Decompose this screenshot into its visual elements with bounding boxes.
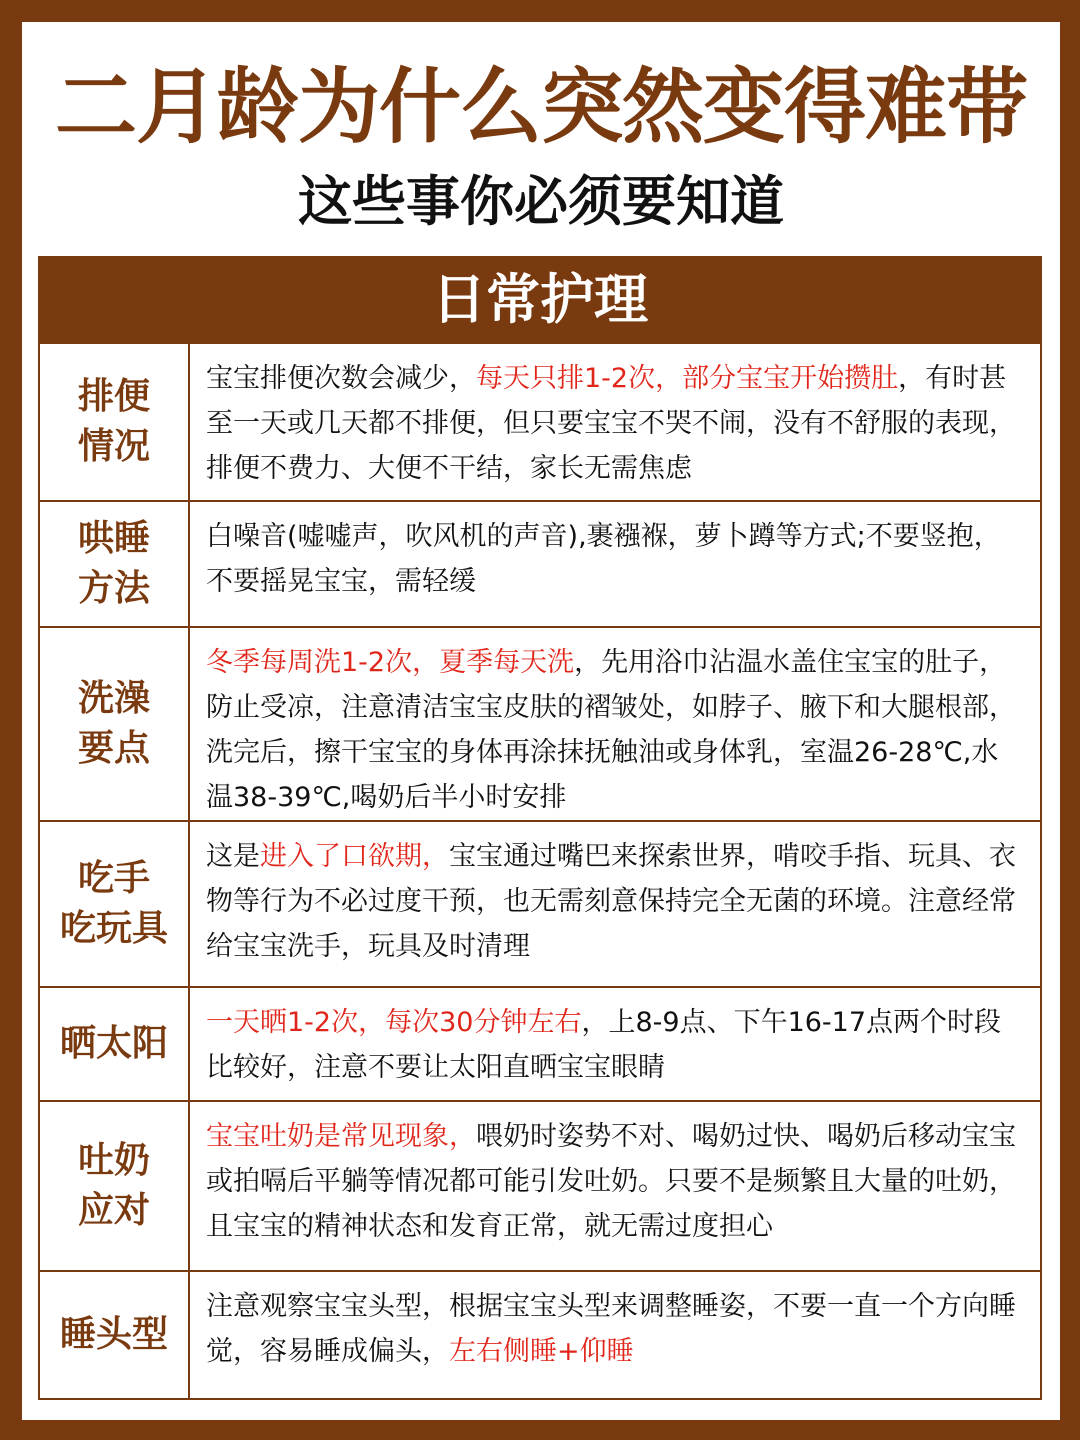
content-text: 白噪音(嘘嘘声，吹风机的声音),裹襁褓，萝卜蹲等方式;不要竖抱，不要摇晃宝宝，需轻缓	[206, 521, 1001, 597]
row-label: 吃手 吃玩具	[40, 822, 190, 986]
row-content	[190, 822, 1040, 986]
content-highlight: 宝宝吐奶是常见现象，	[206, 1121, 476, 1152]
row-content	[190, 1272, 1040, 1398]
row-label: 哄睡 方法	[40, 502, 190, 626]
content-highlight: 左右侧睡+仰睡	[449, 1336, 634, 1367]
row-label: 排便 情况	[40, 344, 190, 500]
row-content	[190, 1102, 1040, 1270]
row-label: 睡头型	[40, 1272, 190, 1398]
content-text: 这是	[206, 841, 260, 872]
row-content	[190, 988, 1040, 1100]
content-text: 宝宝排便次数会减少，	[206, 363, 476, 394]
row-content	[190, 502, 1040, 626]
content-text: 注意观察宝宝头型，根据宝宝头型来调整睡姿，不要一直一个方向睡觉，容易睡成偏头，	[206, 1291, 1016, 1367]
row-content	[190, 628, 1040, 820]
row-content	[190, 344, 1040, 500]
page-title: 二月龄为什么突然变得难带	[54, 60, 1027, 155]
content-text: ，上8-9点、下午16-17点两个时段比较好，注意不要让太阳直晒宝宝眼睛	[206, 1007, 1002, 1083]
care-row-head-shape	[40, 1270, 1040, 1398]
care-row-bowel	[40, 342, 1040, 500]
section-header: 日常护理	[40, 258, 1040, 342]
content-highlight: 一天晒1-2次，每次30分钟左右	[206, 1007, 582, 1038]
content-text: ，先用浴巾沾温水盖住宝宝的肚子，防止受凉，注意清洁宝宝皮肤的褶皱处，如脖子、腋下和大腿根部，洗完后，擦干宝宝的身体再涂抹抚触油或身体乳，室温26-28℃,水温38-39℃,喝奶后半小时安排	[206, 647, 1016, 813]
row-label: 吐奶 应对	[40, 1102, 190, 1270]
content-text: ，有时甚至一天或几天都不排便，但只要宝宝不哭不闹，没有不舒服的表现，排便不费力、大便不干结，家长无需焦虑	[206, 363, 1016, 484]
care-table	[38, 256, 1042, 1400]
care-row-sunbathing	[40, 986, 1040, 1100]
care-row-mouthing	[40, 820, 1040, 986]
page-subtitle: 这些事你必须要知道	[298, 170, 784, 233]
content-text: 宝宝通过嘴巴来探索世界，啃咬手指、玩具、衣物等行为不必过度干预，也无需刻意保持完全无菌的环境。注意经常给宝宝洗手，玩具及时清理	[206, 841, 1016, 962]
row-label: 晒太阳	[40, 988, 190, 1100]
content-highlight: 冬季每周洗1-2次，夏季每天洗	[206, 647, 575, 678]
care-row-bath	[40, 626, 1040, 820]
care-row-spit-up	[40, 1100, 1040, 1270]
row-label: 洗澡 要点	[40, 628, 190, 820]
page-frame	[22, 22, 1060, 1420]
content-highlight: 每天只排1-2次，部分宝宝开始攒肚	[476, 363, 899, 394]
content-highlight: 进入了口欲期，	[260, 841, 449, 872]
care-row-sleep-method	[40, 500, 1040, 626]
content-text: 喂奶时姿势不对、喝奶过快、喝奶后移动宝宝或拍嗝后平躺等情况都可能引发吐奶。只要不是频繁且大量的吐奶，且宝宝的精神状态和发育正常，就无需过度担心	[206, 1121, 1016, 1242]
